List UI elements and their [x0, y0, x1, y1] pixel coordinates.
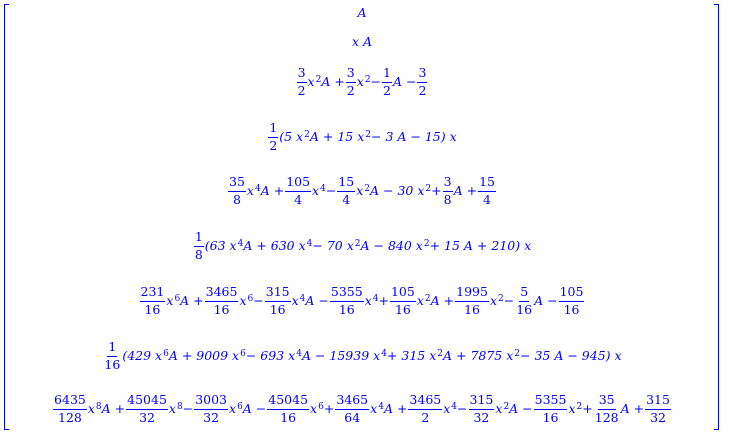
formula-text: + 315 x: [386, 347, 437, 363]
formula-text: − 70 x: [312, 237, 354, 253]
formula-text: + 15 A + 210) x: [429, 237, 532, 253]
formula-text: − 693 x: [245, 347, 296, 363]
formula-text: A −: [242, 400, 267, 416]
formula-text: x: [416, 292, 424, 308]
fraction-numerator: 15: [337, 176, 355, 192]
formula-text: A + 9009 x: [168, 347, 240, 363]
formula-text: A +: [180, 292, 204, 308]
exponent: 4: [306, 238, 313, 249]
fraction: [443, 176, 453, 206]
fraction: [265, 286, 291, 316]
formula-text: +: [378, 292, 389, 308]
fraction-denominator: 16: [338, 301, 355, 317]
fraction-denominator: 16: [144, 301, 161, 317]
formula-text: x: [489, 292, 497, 308]
fraction: [194, 231, 204, 261]
fraction: [297, 67, 307, 97]
formula-text: x: [356, 182, 364, 198]
formula-text: (429 x: [122, 347, 163, 363]
fraction: [53, 394, 87, 424]
fraction-denominator: 2: [383, 82, 391, 98]
fraction-numerator: 15: [478, 176, 496, 192]
formula-text: −: [457, 400, 468, 416]
fraction-denominator: 2: [346, 82, 355, 98]
formula-text: x: [291, 292, 299, 308]
exponent: 2: [425, 183, 432, 194]
formula-text: A +: [430, 292, 455, 308]
fraction: [194, 394, 228, 424]
formula-text: A +: [321, 73, 345, 89]
fraction-denominator: 16: [464, 301, 480, 317]
fraction-numerator: 3465: [408, 394, 442, 410]
formula-text: x: [310, 400, 318, 416]
exponent: 2: [365, 129, 372, 140]
fraction: [126, 394, 168, 424]
fraction-denominator: 2: [421, 409, 430, 425]
fraction: [337, 176, 355, 206]
exponent: 4: [378, 401, 384, 412]
exponent: 2: [364, 74, 371, 85]
exponent: 2: [576, 401, 583, 412]
fraction-numerator: 105: [285, 176, 311, 192]
fraction: [417, 67, 427, 97]
fraction-denominator: 32: [139, 409, 155, 425]
fraction: [455, 286, 489, 316]
formula-text: x: [307, 73, 315, 89]
exponent: 6: [163, 348, 169, 359]
exponent: 4: [372, 293, 379, 304]
fraction-numerator: 105: [559, 286, 585, 302]
fraction-denominator: 16: [269, 301, 286, 317]
exponent: 4: [320, 183, 326, 194]
fraction-numerator: 315: [265, 286, 291, 302]
matrix-row-5: [6, 171, 718, 211]
fraction: [267, 394, 309, 424]
formula-text: A +: [620, 400, 645, 416]
fraction-numerator: 45045: [267, 394, 309, 410]
fraction: [330, 286, 364, 316]
formula-text: x: [166, 292, 174, 308]
matrix-row-9: [6, 389, 718, 429]
exponent: 2: [354, 238, 361, 249]
formula-text: A −: [509, 400, 533, 416]
exponent: 2: [315, 74, 322, 85]
exponent: 6: [247, 293, 254, 304]
fraction-numerator: 45045: [126, 394, 168, 410]
fraction-numerator: 3465: [335, 394, 369, 410]
fraction-denominator: 8: [194, 246, 203, 262]
formula-text: x: [246, 182, 254, 198]
fraction-denominator: 2: [269, 137, 278, 153]
matrix-row-1: [6, 6, 718, 20]
fraction: [346, 67, 356, 97]
exponent: 2: [498, 293, 504, 304]
fraction: [594, 394, 620, 424]
fraction: [382, 67, 392, 97]
fraction: [645, 394, 671, 424]
exponent: 4: [451, 401, 458, 412]
fraction-numerator: 1: [107, 341, 117, 357]
fraction: [534, 394, 568, 424]
exponent: 4: [237, 238, 244, 249]
formula-text: −: [325, 182, 337, 198]
exponent: 6: [240, 348, 246, 359]
formula-text: (63 x: [204, 237, 237, 253]
fraction: [559, 286, 585, 316]
exponent: 2: [503, 401, 510, 412]
fraction: [515, 286, 533, 316]
formula-text: A +: [260, 182, 285, 198]
fraction-denominator: 16: [280, 409, 297, 425]
fraction-numerator: 5355: [534, 394, 568, 410]
formula-text: x: [312, 182, 320, 198]
exponent: 2: [364, 183, 371, 194]
formula-text: x: [168, 400, 176, 416]
formula-text: x A: [351, 33, 373, 49]
fraction-denominator: 128: [58, 409, 82, 425]
matrix-row-7: [6, 281, 718, 321]
fraction-numerator: 231: [140, 286, 166, 302]
fraction-numerator: 3003: [194, 394, 228, 410]
fraction: [469, 394, 495, 424]
formula-text: A +: [101, 400, 126, 416]
exponent: 6: [174, 293, 181, 304]
fraction: [205, 286, 239, 316]
fraction-numerator: 3465: [205, 286, 239, 302]
fraction-denominator: 32: [203, 409, 220, 425]
exponent: 8: [95, 401, 102, 412]
formula-text: A − 30 x: [370, 182, 425, 198]
exponent: 2: [437, 348, 443, 359]
matrix-row-6: [6, 226, 718, 266]
fraction-numerator: 1: [268, 122, 278, 138]
formula-text: +: [582, 400, 593, 416]
exponent: 4: [254, 183, 261, 194]
exponent: 6: [237, 401, 243, 412]
fraction-denominator: 128: [594, 409, 619, 425]
matrix-row-2: [6, 35, 718, 49]
formula-text: x: [495, 400, 503, 416]
fraction-denominator: 16: [516, 301, 533, 317]
fraction-denominator: 32: [473, 409, 490, 425]
exponent: 4: [296, 348, 302, 359]
fraction-denominator: 64: [344, 409, 361, 425]
fraction-numerator: 3: [443, 176, 453, 192]
formula-text: A −: [534, 292, 558, 308]
formula-text: A: [357, 4, 367, 20]
fraction-numerator: 315: [645, 394, 671, 410]
formula-text: A − 15939 x: [301, 347, 381, 363]
formula-text: (5 x: [279, 128, 304, 144]
formula-text: x: [364, 292, 372, 308]
fraction-numerator: 3: [297, 67, 307, 83]
fraction-numerator: 3: [417, 67, 427, 83]
fraction-denominator: 16: [394, 301, 411, 317]
fraction-numerator: 35: [228, 176, 246, 192]
fraction-numerator: 5: [519, 286, 529, 302]
formula-text: x: [443, 400, 451, 416]
fraction: [408, 394, 442, 424]
fraction: [103, 341, 121, 371]
fraction-numerator: 1: [194, 231, 204, 247]
exponent: 4: [381, 348, 387, 359]
fraction-denominator: 8: [232, 191, 241, 207]
exponent: 4: [299, 293, 306, 304]
fraction-denominator: 16: [104, 356, 121, 372]
formula-text: x: [239, 292, 247, 308]
fraction-numerator: 35: [598, 394, 616, 410]
formula-text: x: [568, 400, 576, 416]
fraction-denominator: 4: [294, 191, 303, 207]
fraction-denominator: 8: [443, 191, 452, 207]
formula-text: x: [370, 400, 378, 416]
fraction-denominator: 32: [650, 409, 666, 425]
fraction-numerator: 1995: [455, 286, 489, 302]
fraction-numerator: 5355: [330, 286, 364, 302]
fraction-denominator: 4: [342, 191, 351, 207]
fraction-denominator: 2: [418, 82, 427, 98]
fraction-numerator: 1: [382, 67, 392, 83]
fraction-numerator: 105: [390, 286, 416, 302]
formula-text: − 3 A − 15) x: [371, 128, 457, 144]
formula-text: A + 7875 x: [443, 347, 514, 363]
formula-text: A +: [383, 400, 408, 416]
fraction: [335, 394, 369, 424]
exponent: 2: [514, 348, 521, 359]
formula-text: A + 15 x: [309, 128, 365, 144]
formula-text: +: [323, 400, 335, 416]
formula-text: −: [182, 400, 194, 416]
formula-text: A − 840 x: [360, 237, 423, 253]
fraction: [478, 176, 496, 206]
formula-text: −: [253, 292, 264, 308]
formula-text: A +: [453, 182, 478, 198]
fraction-denominator: 16: [213, 301, 230, 317]
fraction-denominator: 16: [542, 409, 559, 425]
fraction: [140, 286, 166, 316]
exponent: 2: [304, 129, 310, 140]
matrix-row-3: [6, 62, 718, 102]
matrix-row-4: [6, 117, 718, 157]
fraction-numerator: 315: [469, 394, 495, 410]
fraction: [285, 176, 311, 206]
formula-text: − 35 A − 945) x: [520, 347, 622, 363]
exponent: 8: [176, 401, 183, 412]
exponent: 2: [423, 238, 430, 249]
formula-text: −: [370, 73, 382, 89]
fraction: [228, 176, 246, 206]
matrix-row-8: [6, 336, 718, 376]
fraction-denominator: 16: [563, 301, 580, 317]
formula-text: A + 630 x: [243, 237, 306, 253]
fraction-numerator: 6435: [53, 394, 87, 410]
exponent: 6: [318, 401, 324, 412]
formula-text: −: [503, 292, 515, 308]
fraction-denominator: 2: [297, 82, 306, 98]
formula-text: x: [229, 400, 237, 416]
exponent: 2: [424, 293, 431, 304]
fraction-numerator: 3: [346, 67, 356, 83]
formula-text: A −: [392, 73, 417, 89]
fraction: [390, 286, 416, 316]
formula-text: +: [431, 182, 442, 198]
fraction: [268, 122, 278, 152]
fraction-denominator: 4: [483, 191, 491, 207]
formula-text: x: [87, 400, 95, 416]
formula-text: A −: [305, 292, 329, 308]
formula-text: x: [356, 73, 364, 89]
